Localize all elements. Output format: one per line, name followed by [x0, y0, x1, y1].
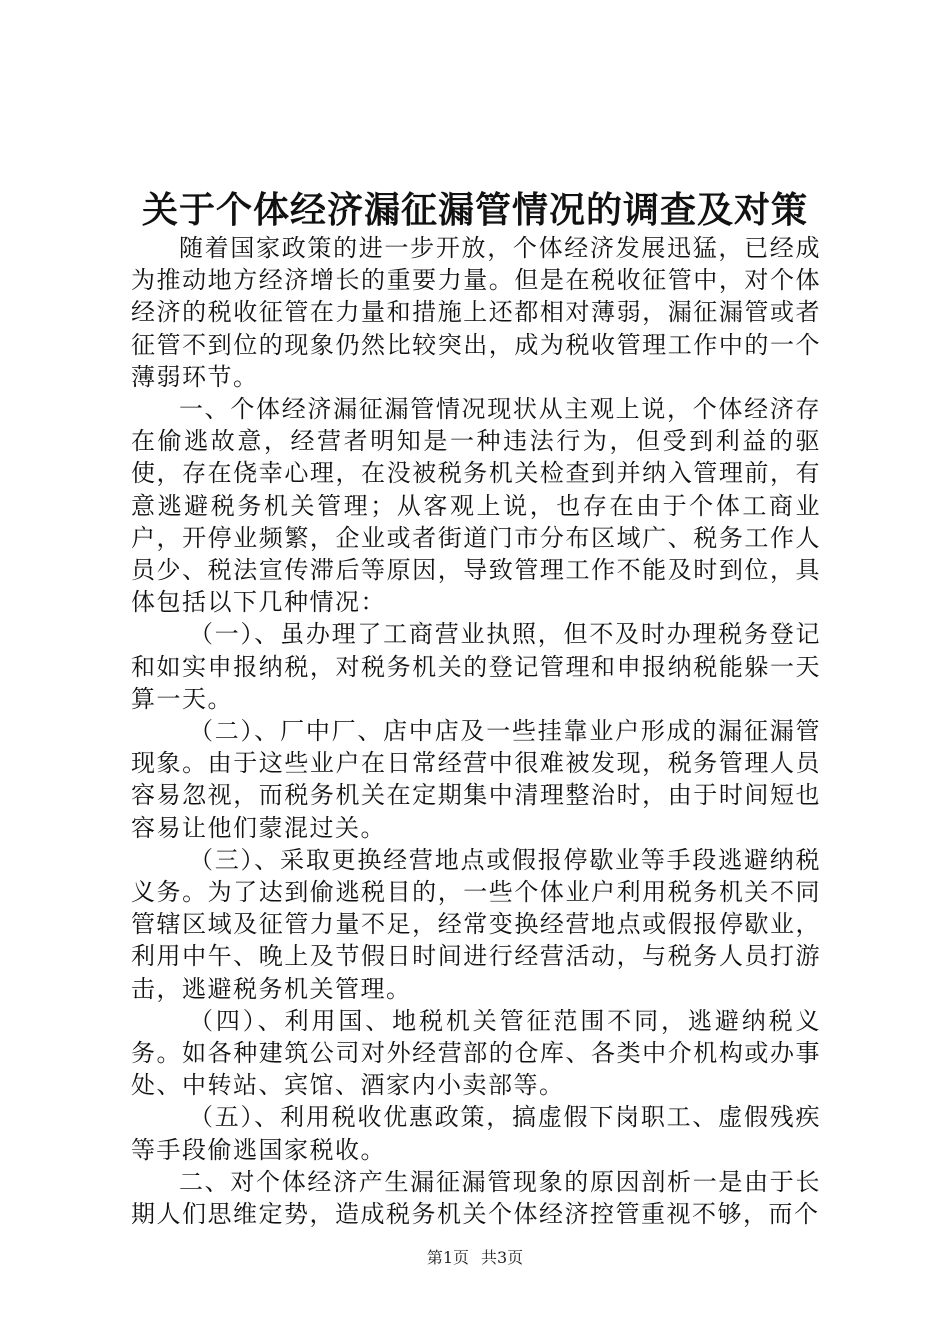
paragraph-item-1: （一）、虽办理了工商营业执照，但不及时办理税务登记和如实申报纳税，对税务机关的登记管理和申报纳税能躲一天算一天。 — [131, 620, 821, 713]
paragraph-item-5: （五）、利用税收优惠政策，搞虚假下岗职工、虚假残疾等手段偷逃国家税收。 — [131, 1103, 821, 1164]
page-footer — [0, 1246, 950, 1270]
page-number: 第1页 — [426, 1248, 469, 1267]
paragraph-intro: 随着国家政策的进一步开放，个体经济发展迅猛，已经成为推动地方经济增长的重要力量。但是在税收征管中，对个体经济的税收征管在力量和措施上还都相对薄弱，漏征漏管或者征管不到位的现象仍然比较突出，成为税收管理工作中的一个薄弱环节。 — [131, 234, 821, 391]
paragraph-section-2: 二、对个体经济产生漏征漏管现象的原因剖析一是由于长期人们思维定势，造成税务机关个体经济控管重视不够，而个 — [131, 1167, 821, 1229]
paragraph-section-1: 一、个体经济漏征漏管情况现状从主观上说，个体经济存在偷逃故意，经营者明知是一种违法行为，但受到利益的驱使，存在侥幸心理，在没被税务机关检查到并纳入管理前，有意逃避税务机关管理；从客观上说，也存在由于个体工商业户，开停业频繁，企业或者街道门市分布区域广、税务工作人员少、税法宣传滞后等原因，导致管理工作不能及时到位，具体包括以下几种情况： — [131, 395, 821, 617]
page-total: 共3页 — [481, 1248, 524, 1267]
document-body — [131, 232, 821, 1230]
paragraph-item-2: （二）、厂中厂、店中店及一些挂靠业户形成的漏征漏管现象。由于这些业户在日常经营中很难被发现，税务管理人员容易忽视，而税务机关在定期集中清理整治时，由于时间短也容易让他们蒙混过关。 — [131, 717, 821, 842]
document-title: 关于个体经济漏征漏管情况的调查及对策 — [141, 189, 808, 231]
paragraph-item-4: （四）、利用国、地税机关管征范围不同，逃避纳税义务。如各种建筑公司对外经营部的仓库、各类中介机构或办事处、中转站、宾馆、酒家内小卖部等。 — [131, 1006, 821, 1100]
paragraph-item-3: （三）、采取更换经营地点或假报停歇业等手段逃避纳税义务。为了达到偷逃税目的，一些个体业户利用税务机关不同管辖区域及征管力量不足，经常变换经营地点或假报停歇业，利用中午、晚上及节假日时间进行经营活动，与税务人员打游击，逃避税务机关管理。 — [131, 845, 821, 1003]
